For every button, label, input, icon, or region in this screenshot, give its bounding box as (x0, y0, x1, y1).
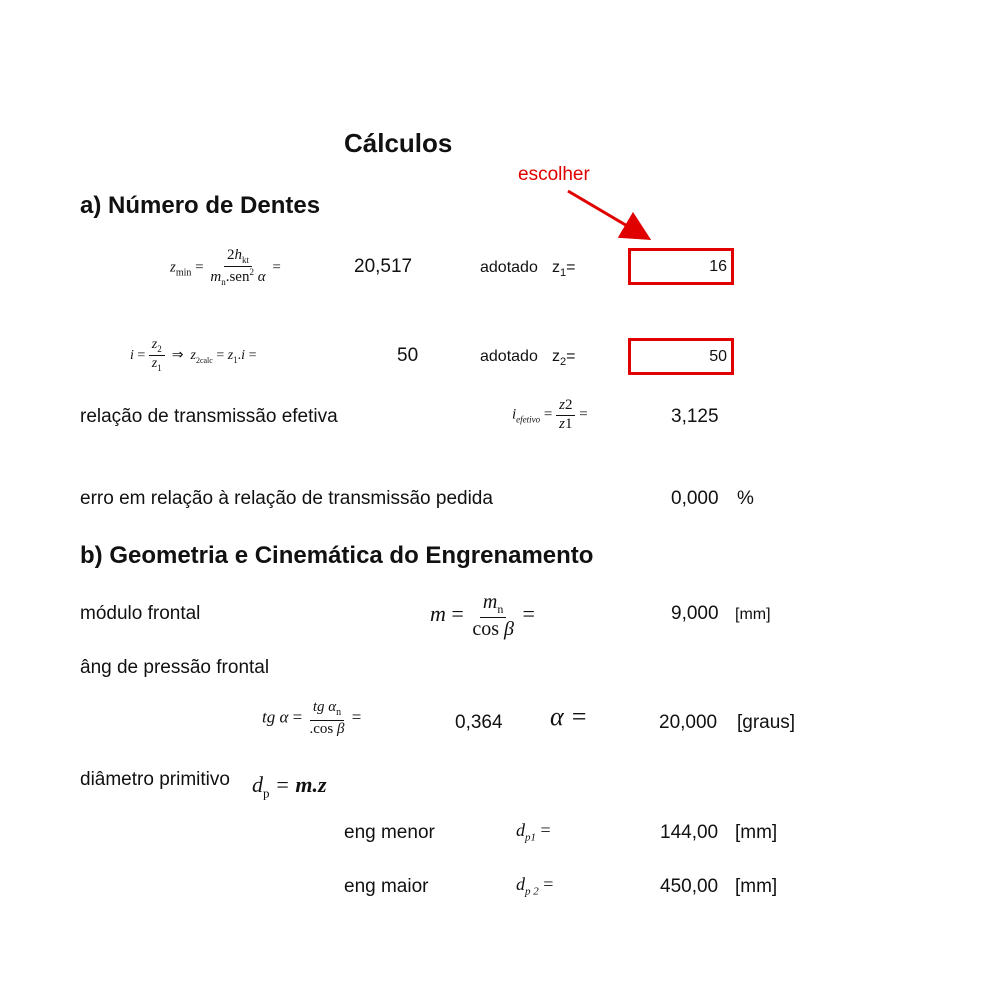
modulo-formula: m = $\frac{m_n}{\text{cos β}}$ = (430, 591, 535, 640)
diametro-label: diâmetro primitivo (80, 769, 230, 790)
adotado-label-1: adotado (480, 259, 538, 276)
eng-menor-label: eng menor (344, 822, 435, 843)
zmin-formula: $z_{min}$ = $\frac{2h_{kt}}{m_n.sen^2 \alpha}$ = (170, 247, 281, 288)
pressao-label: âng de pressão frontal (80, 657, 270, 678)
erro-value: 0,000 (671, 488, 719, 509)
eng-menor-value: 144,00 (660, 822, 719, 843)
modulo-unit: [mm] (735, 606, 771, 623)
page-title: Cálculos (344, 128, 453, 158)
alpha-symbol: α = (550, 702, 588, 731)
relacao-value: 3,125 (671, 406, 719, 427)
eng-maior-label: eng maior (344, 876, 429, 897)
annotation-arrow-icon (560, 185, 660, 245)
z2-label: $z_2=$ (552, 348, 576, 369)
escolher-annotation: escolher (518, 164, 590, 185)
z2-input[interactable]: 50 (628, 338, 734, 375)
dp2-formula: $d_{p 2}$ = (516, 874, 554, 898)
adotado-label-2: adotado (480, 348, 538, 365)
eng-maior-value: 450,00 (660, 876, 719, 897)
eng-maior-unit: [mm] (735, 876, 778, 897)
dp-formula: $d_p = m.z$ (252, 772, 327, 801)
i-value: 50 (397, 345, 419, 366)
modulo-value: 9,000 (671, 603, 719, 624)
section-a-heading: a) Número de Dentes (80, 192, 321, 219)
erro-unit: % (737, 488, 754, 509)
z1-label: $z_1=$ (552, 259, 576, 280)
i-formula: i = $\frac{z_2}{z_1}$ ⇒ $z_{2calc} = z_1.i$ = (130, 337, 257, 374)
alpha-unit: [graus] (737, 712, 796, 733)
tg-formula: tg α = $\frac{tg \alpha_n}{\text{.cos β}}$ = (262, 699, 362, 737)
modulo-label: módulo frontal (80, 603, 201, 624)
section-b-heading: b) Geometria e Cinemática do Engrenamento (80, 542, 594, 569)
eng-menor-unit: [mm] (735, 822, 778, 843)
tg-value: 0,364 (455, 712, 503, 733)
erro-label: erro em relação à relação de transmissão pedida (80, 488, 493, 509)
dp1-formula: $d_{p1}$ = (516, 820, 551, 844)
alpha-value: 20,000 (659, 712, 718, 733)
z1-input[interactable]: 16 (628, 248, 734, 285)
relacao-label: relação de transmissão efetiva (80, 406, 338, 427)
zmin-value: 20,517 (354, 256, 413, 277)
iefetivo-formula: $i_{efetivo}$ = $\frac{z2}{z1}$ = (512, 397, 588, 432)
